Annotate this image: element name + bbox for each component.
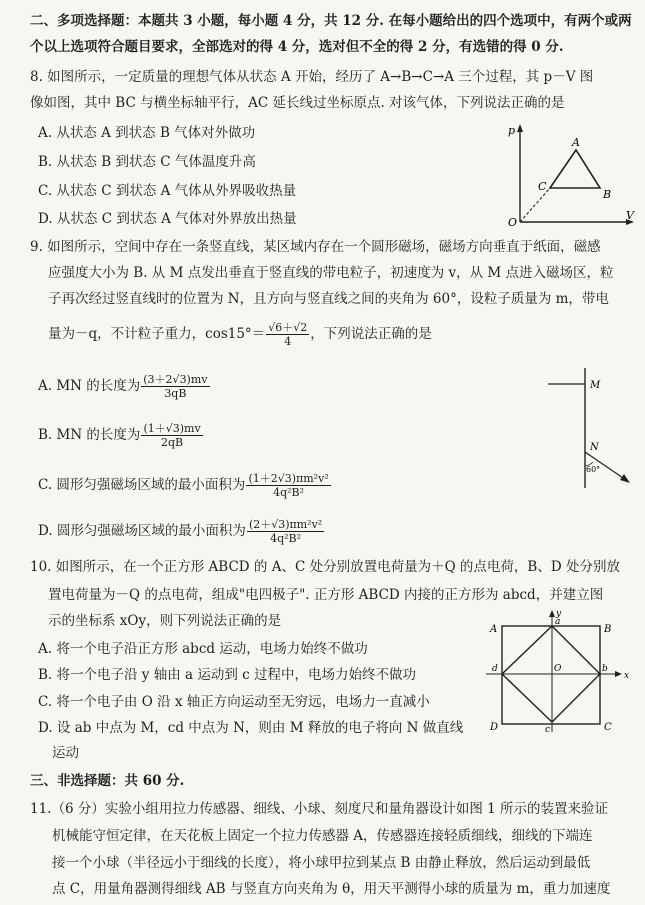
- q9-option-c-text: C. 圆形匀强磁场区域的最小面积为: [38, 477, 246, 493]
- q9-stem-line1: 9. 如图所示，空间中存在一条竖直线，某区域内存在一个圆形磁场，磁场方向垂直于纸面，磁感: [30, 239, 601, 255]
- q8-label-b: B: [603, 188, 612, 201]
- q9-option-d-text: D. 圆形匀强磁场区域的最小面积为: [38, 523, 246, 539]
- q9-option-b-fraction: [141, 422, 202, 449]
- q9-option-d-numerator: (2＋√3)πm²v²: [248, 518, 323, 531]
- section2-heading-line1: 二、多项选择题：本题共 3 小题，每小题 4 分，共 12 分. 在每小题给出的四个选项中，有两个或两: [30, 13, 632, 29]
- q10-option-d: D. 设 ab 中点为 M，cd 中点为 N，则由 M 释放的电子将向 N 做直线: [38, 720, 464, 736]
- q8-option-b: B. 从状态 B 到状态 C 气体温度升高: [38, 154, 256, 170]
- q9-option-d-denominator: 4q²B²: [270, 532, 302, 545]
- q8-option-d: D. 从状态 C 到状态 A 气体对外界放出热量: [38, 211, 297, 227]
- q10-quadrupole-diagram: [484, 606, 638, 734]
- q8-label-v: V: [626, 209, 634, 222]
- q10-label-d-upper: D: [490, 722, 499, 733]
- q9-option-c-fraction: [246, 472, 330, 499]
- q9-label-n: N: [590, 442, 599, 453]
- q9-stem-line4: [48, 321, 432, 348]
- q10-stem-line2: 置电荷量为－Q 的点电荷，组成"电四极子". 正方形 ABCD 内接的正方形为 abcd，并建立图: [48, 587, 604, 603]
- q9-option-a-fraction: [141, 373, 209, 400]
- q9-stem-line4-post: ，下列说法正确的是: [310, 326, 432, 342]
- q9-option-d: [38, 518, 325, 545]
- q11-stem-line2: 机械能守恒定律，在天花板上固定一个拉力传感器 A，传感器连接轻质细线，细线的下端连: [52, 828, 593, 844]
- q9-stem-line4-pre: 量为－q，不计粒子重力，cos15°＝: [48, 326, 266, 342]
- q10-outer-square: [502, 626, 600, 724]
- section2-heading-line2: 个以上选项符合题目要求，全部选对的得 4 分，选对但不全的得 2 分，有选错的得 0 分.: [30, 39, 564, 55]
- q9-option-b-numerator: (1＋√3)mv: [143, 422, 201, 435]
- q8-stem-line2: 像如图，其中 BC 与横坐标轴平行，AC 延长线过坐标原点. 对该气体，下列说法正确的是: [30, 95, 565, 111]
- q9-option-b-denominator: 2qB: [160, 436, 184, 449]
- q10-label-c-lower: c: [545, 725, 551, 734]
- q10-option-a: A. 将一个电子沿正方形 abcd 运动，电场力始终不做功: [38, 641, 368, 657]
- q8-cycle-triangle: [550, 150, 600, 188]
- q9-option-a-denominator: 3qB: [164, 387, 187, 400]
- q9-option-c: [38, 472, 332, 499]
- q10-label-a-lower: a: [555, 617, 561, 627]
- q10-label-x: x: [624, 671, 630, 681]
- q8-extension-line: [520, 188, 550, 222]
- q9-option-d-fraction: [247, 518, 324, 545]
- q10-label-c-upper: C: [604, 722, 612, 733]
- q8-label-c: C: [538, 180, 547, 193]
- q9-option-b: [38, 422, 204, 449]
- q9-label-angle: 60°: [586, 465, 601, 474]
- q9-option-b-text: B. MN 的长度为: [38, 427, 141, 443]
- q8-pv-diagram: [498, 118, 638, 230]
- q10-label-d-lower: d: [492, 664, 498, 674]
- section3-heading: 三、非选择题：共 60 分.: [30, 773, 185, 789]
- q10-option-b: B. 将一个电子沿 y 轴由 a 运动到 c 过程中，电场力始终不做功: [38, 667, 416, 683]
- q10-label-b-upper: B: [604, 624, 612, 635]
- q9-option-a-text: A. MN 的长度为: [38, 378, 141, 394]
- q9-label-m: M: [590, 380, 601, 391]
- q10-label-y: y: [556, 609, 562, 619]
- q9-cos15-fraction: [266, 321, 309, 348]
- q11-stem-line1: 11.（6 分）实验小组用拉力传感器、细线、小球、刻度尺和量角器设计如图 1 所示的装置来验证: [30, 801, 609, 817]
- q9-option-a-numerator: (3＋2√3)mv: [143, 373, 208, 386]
- q9-option-c-numerator: (1＋2√3)πm²v²: [248, 472, 329, 485]
- q10-option-c: C. 将一个电子由 O 沿 x 轴正方向运动至无穷远，电场力一直减小: [38, 694, 430, 710]
- q9-option-c-denominator: 4q²B²: [273, 486, 305, 499]
- q8-option-a: A. 从状态 A 到状态 B 气体对外做功: [38, 125, 256, 141]
- q8-label-a: A: [572, 136, 580, 149]
- q9-magnetic-diagram: [540, 362, 640, 492]
- q10-label-origin: O: [554, 664, 562, 674]
- q10-stem-line3: 示的坐标系 xOy，则下列说法正确的是: [48, 613, 282, 629]
- q11-stem-line3: 接一个小球（半径远小于细线的长度），将小球甲拉到某点 B 由静止释放，然后运动到最低: [52, 855, 591, 871]
- q8-label-p: p: [508, 124, 516, 137]
- q9-cos15-denominator: 4: [284, 335, 292, 348]
- q9-stem-line2: 应强度大小为 B. 从 M 点发出垂直于竖直线的带电粒子，初速度为 v，从 M 点进入磁场区，粒: [48, 265, 614, 281]
- q9-stem-line3: 子再次经过竖直线时的位置为 N，且方向与竖直线之间的夹角为 60°，设粒子质量为 m，带电: [48, 291, 609, 307]
- q9-cos15-numerator: √6＋√2: [268, 321, 308, 334]
- q9-option-a: [38, 373, 211, 400]
- q10-label-b-lower: b: [602, 664, 608, 674]
- q10-stem-line1: 10. 如图所示，在一个正方形 ABCD 的 A、C 处分别放置电荷量为＋Q 的点电荷，B、D 处分别放: [30, 559, 620, 575]
- q10-option-d-continued: 运动: [52, 745, 79, 761]
- q11-stem-line4: 点 C，用量角器测得细线 AB 与竖直方向夹角为 θ，用天平测得小球的质量为 m，重力加速度: [52, 881, 611, 897]
- q8-option-c: C. 从状态 C 到状态 A 气体从外界吸收热量: [38, 183, 297, 199]
- q8-label-o: O: [508, 216, 518, 229]
- q10-label-a-upper: A: [490, 624, 498, 635]
- q8-stem-line1: 8. 如图所示，一定质量的理想气体从状态 A 开始，经历了 A→B→C→A 三个过程，其 p－V 图: [30, 69, 594, 85]
